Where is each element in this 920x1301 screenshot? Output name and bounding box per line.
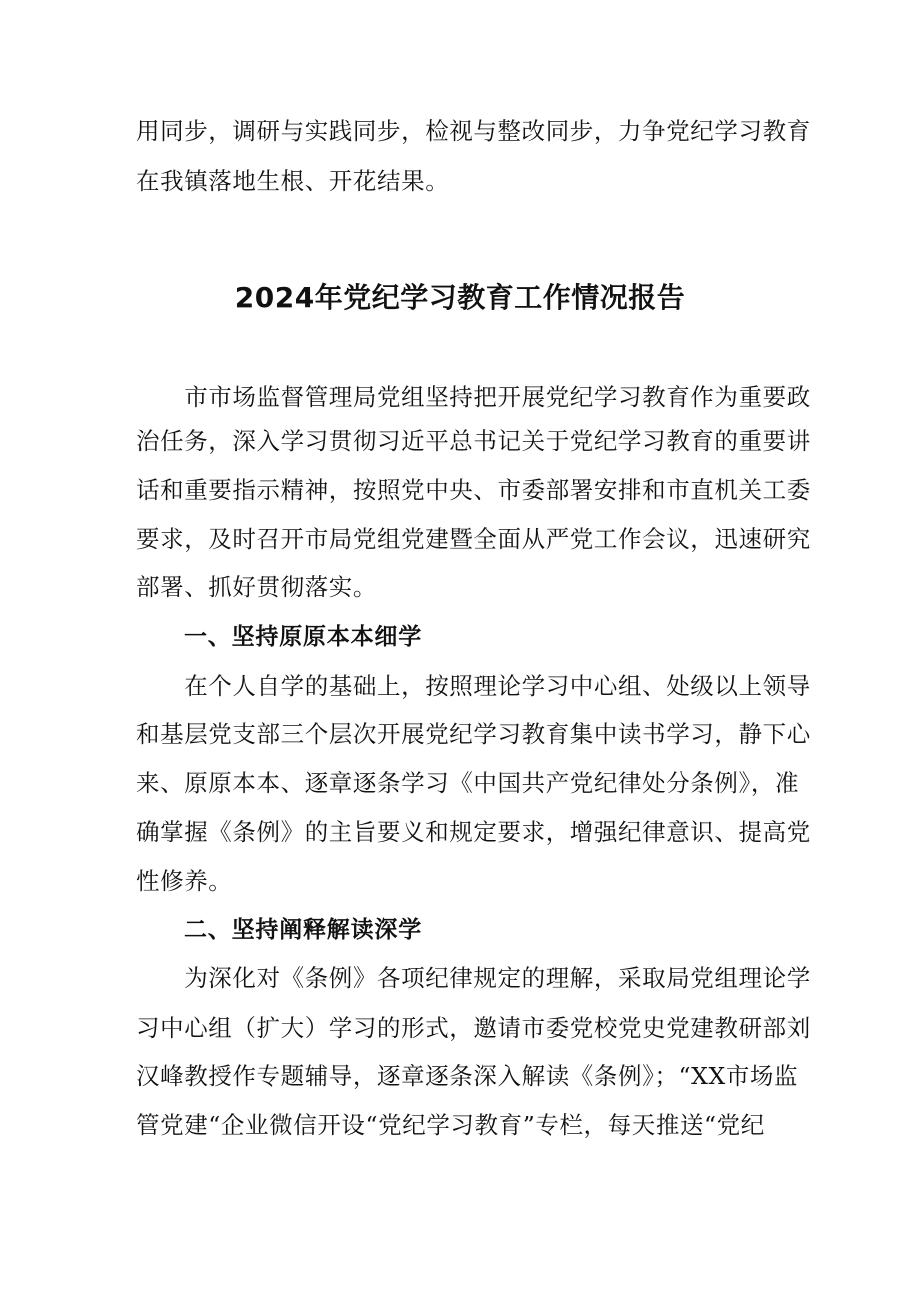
paragraph1-line-3: 话和重要指示精神，按照党中央、市委部署安排和市直机关工委 [136,476,811,504]
section1-line-2: 和基层党支部三个层次开展党纪学习教育集中读书学习，静下心 [136,720,811,748]
section2-line-3: 汉峰教授作专题辅导，逐章逐条深入解读《条例》；“XX市场监 [136,1062,799,1090]
report-title: 2024年党纪学习教育工作情况报告 [234,281,686,314]
section1-heading: 一、坚持原原本本细学 [184,624,422,650]
section2-line-2: 习中心组（扩大）学习的形式，邀请市委党校党史党建教研部刘 [136,1014,811,1042]
paragraph1-line-4: 要求，及时召开市局党组党建暨全面从严党工作会议，迅速研究 [136,525,811,553]
paragraph1-line-5: 部署、抓好贯彻落实。 [136,573,377,601]
section2-heading: 二、坚持阐释解读深学 [184,917,422,943]
section1-line-4: 确掌握《条例》的主旨要义和规定要求，增强纪律意识、提高党 [136,818,811,846]
section1-line-1: 在个人自学的基础上，按照理论学习中心组、处级以上领导 [136,672,811,700]
paragraph1-line-2: 治任务，深入学习贯彻习近平总书记关于党纪学习教育的重要讲 [136,427,811,455]
section2-line-4: 管党建“企业微信开设“党纪学习教育”专栏，每天推送“党纪 [136,1111,765,1139]
section2-line-1: 为深化对《条例》各项纪律规定的理解，采取局党组理论学 [136,964,811,992]
intro-line-1: 用同步，调研与实践同步，检视与整改同步，力争党纪学习教育 [136,117,811,145]
section1-line-3: 来、原原本本、逐章逐条学习《中国共产党纪律处分条例》，准 [136,769,800,797]
paragraph1-line-1: 市市场监督管理局党组坚持把开展党纪学习教育作为重要政 [136,383,811,411]
section1-line-5: 性修养。 [136,867,233,895]
intro-line-2: 在我镇落地生根、开花结果。 [136,167,450,195]
